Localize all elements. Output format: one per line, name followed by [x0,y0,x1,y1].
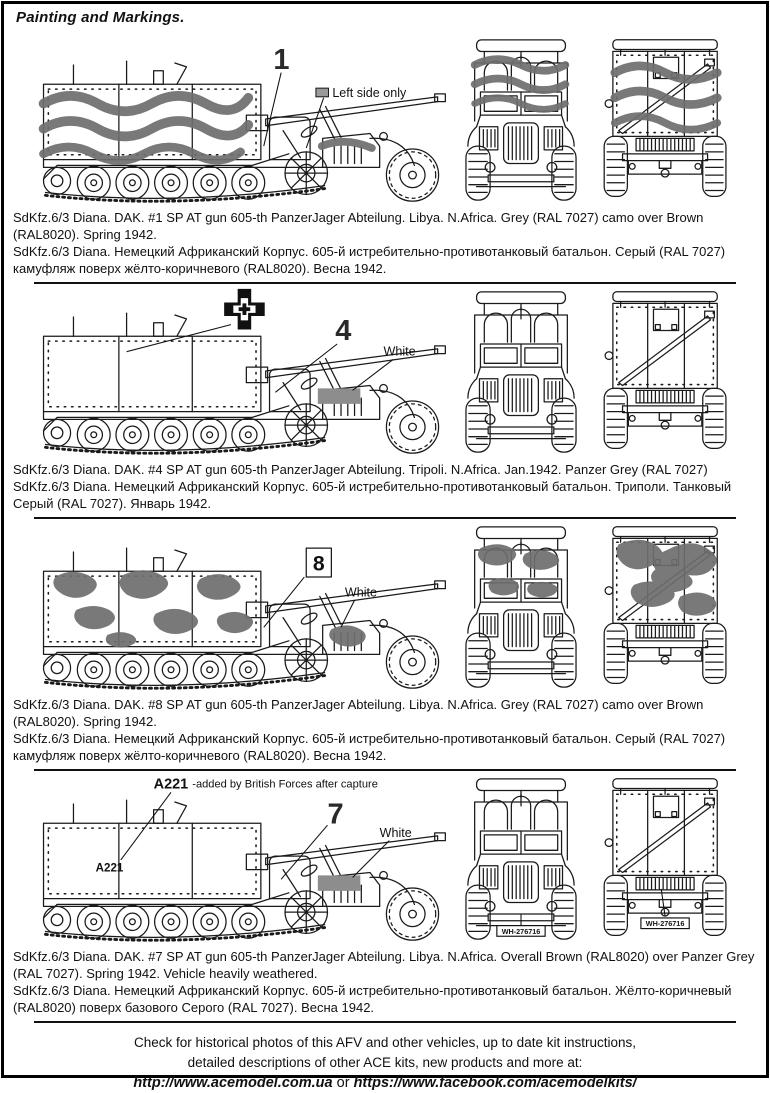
footer-line-2: detailed descriptions of other ACE kits, new products and more at: [187,1055,583,1070]
rear-view-drawing-3 [599,521,735,693]
marking-number: 1 [273,43,290,76]
license-plate-number: WH-276716 [501,926,541,936]
facebook-url: https://www.facebook.com/acemodelkits/ [353,1075,637,1091]
caption-1-en: SdKfz.6/3 Diana. DAK. #1 SP AT gun 605-th PanzerJager Abteilung. Libya. N.Africa. Grey (RAL 7027) camo over Brown (RAL8020). Spring 1942. [13,210,704,242]
caption-2-en: SdKfz.6/3 Diana. DAK. #4 SP AT gun 605-th PanzerJager Abteilung. Tripoli. N.Africa. Jan.1942. Panzer Grey (RAL 7027) [13,462,708,477]
leader-line [127,325,231,352]
front-view-drawing-4 [465,773,577,945]
white-painted-area [318,875,361,890]
camo-blotches [53,570,365,647]
caption-1 [4,206,766,281]
leader-line [264,73,281,146]
caption-4 [4,945,766,1020]
figure-row-4 [4,773,766,945]
white-painted-area [318,388,361,403]
caption-3 [4,693,766,768]
figure-row-3 [4,521,766,693]
leader-line [121,792,171,860]
white-label: White [379,825,412,840]
caption-1-ru: SdKfz.6/3 Diana. Немецкий Африканский Корпус. 605-й истребительно-противотанковый батальон. Серый (RAL 7027) камуфляж поверх жёлто-коричневого (RAL8020). Весна 1942. [13,244,726,276]
hull-code-marking: A221 [95,862,124,875]
marking-number: 8 [312,551,325,576]
footer [4,1025,766,1093]
marking-number: 7 [327,798,344,831]
caption-2 [4,458,766,516]
leader-line [281,825,327,879]
section-divider [34,282,736,284]
footer-line-1: Check for historical photos of this AFV and other vehicles, up to date kit instructions, [133,1035,636,1050]
license-plate-number: WH-276716 [645,919,685,929]
marking-number: 4 [335,315,352,348]
side-view-drawing-4 [30,773,455,945]
caption-3-en: SdKfz.6/3 Diana. DAK. #8 SP AT gun 605-th PanzerJager Abteilung. Libya. N.Africa. Grey (RAL 7027) camo over Brown (RAL8020). Spring 1942. [13,697,704,729]
camo-wavy-stripes [475,59,566,109]
section-divider [34,769,736,771]
decal-chip-icon [316,88,329,97]
caption-3-ru: SdKfz.6/3 Diana. Немецкий Африканский Корпус. 605-й истребительно-противотанковый батальон. Серый (RAL 7027) камуфляж поверх жёлто-коричневого (RAL8020). Весна 1942. [13,731,726,763]
caption-4-en: SdKfz.6/3 Diana. DAK. #7 SP AT gun 605-th PanzerJager Abteilung. Libya. N.Africa. Overall Brown (RAL8020) over Panzer Grey (RAL 7027). Spring 1942. Vehicle heavily weathered. [13,949,755,981]
page-title: Painting and Markings. [16,9,185,26]
rear-view-drawing-2 [599,286,735,458]
capture-code-label: A221 [153,776,189,793]
side-view-drawing-2 [30,286,455,458]
balkenkreuz-cross-icon [224,289,265,330]
footer-links-line [4,1073,766,1093]
acemodel-url: http://www.acemodel.com.ua [133,1075,333,1091]
side-view-drawing-3 [30,521,455,693]
leader-line [306,98,323,148]
side-note-label: Left side only [332,85,407,100]
figure-row-1 [4,28,766,206]
caption-2-ru: SdKfz.6/3 Diana. Немецкий Африканский Корпус. 605-й истребительно-противотанковый батальон. Триполи. Танковый Серый (RAL 7027). Январь 1942. [13,479,732,511]
white-label: White [344,585,377,600]
camo-blotches [478,544,559,597]
rear-view-drawing-1 [599,34,735,206]
front-view-drawing-3 [465,521,577,693]
page-frame [1,1,769,1091]
or-word: or [336,1075,350,1091]
capture-note-label: -added by British Forces after capture [192,778,378,791]
figure-row-2 [4,286,766,458]
front-view-drawing-2 [465,286,577,458]
white-label: White [383,344,416,359]
camo-blotches [617,540,717,616]
section-divider [34,517,736,519]
front-view-drawing-1 [465,34,577,206]
caption-4-ru: SdKfz.6/3 Diana. Немецкий Африканский Корпус. 605-й истребительно-противотанковый батальон. Жёлто-коричневый (RAL8020) поверх базового Серого (RAL 7027). Весна 1942. [13,983,732,1015]
side-view-drawing-1 [30,34,455,206]
section-divider [34,1021,736,1023]
camo-wavy-stripes [615,66,717,130]
rear-view-drawing-4 [599,773,735,945]
